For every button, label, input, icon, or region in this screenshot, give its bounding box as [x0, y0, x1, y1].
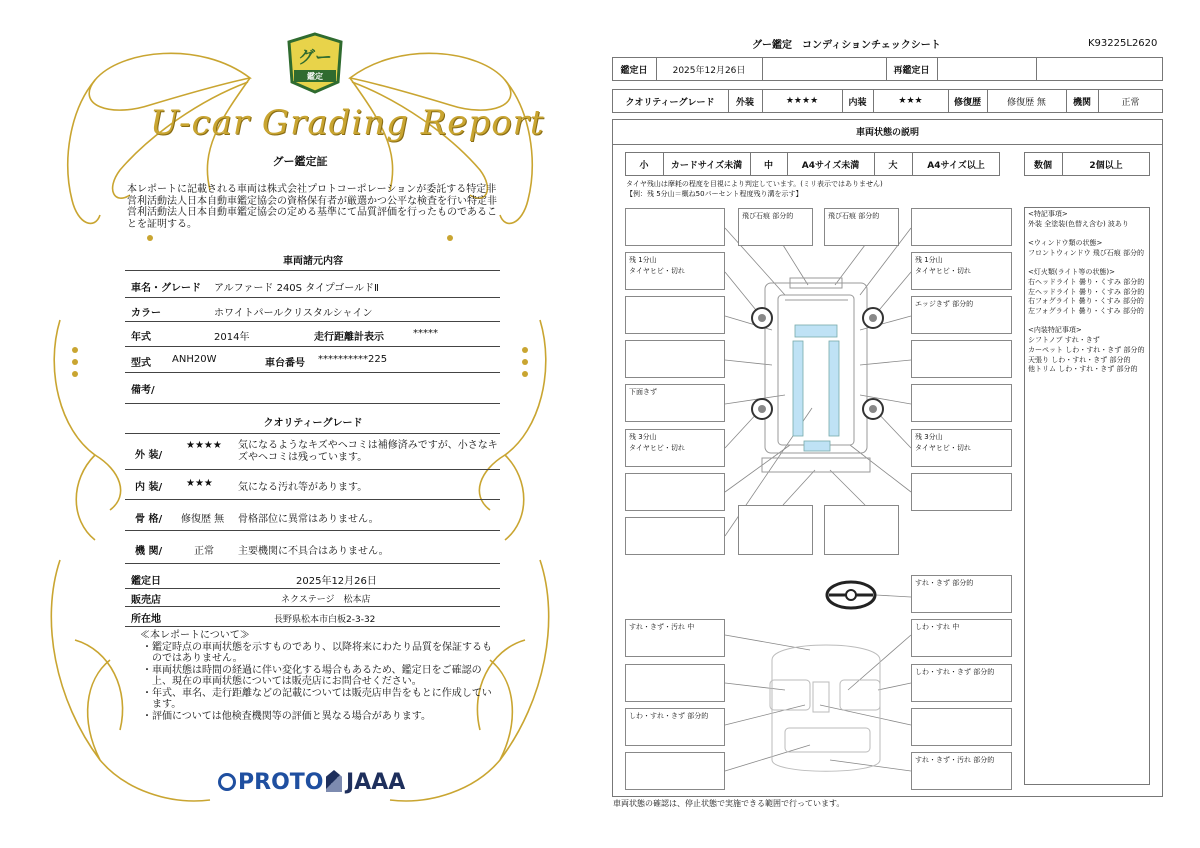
svg-text:鑑定: 鑑定	[307, 72, 323, 81]
interior-box-right-1: しわ・すれ 中	[911, 619, 1012, 657]
grade-desc-exterior: 気になるようなキズやヘコミは補修済みですが、小さなキズやヘコミは残っています。	[238, 440, 498, 463]
tire-note-1: タイヤ残山は摩耗の程度を目視により判定しています。(ミリ表示ではありません)	[626, 180, 883, 188]
interior-box-steering: すれ・きず 部分的	[911, 575, 1012, 613]
exterior-box-empty	[824, 505, 899, 555]
date-value: 2025年12月26日	[672, 65, 746, 76]
exterior-box-empty	[625, 517, 725, 555]
remarks-label: 備考/	[131, 385, 155, 396]
specs-title: 車両諸元内容	[283, 256, 343, 267]
size-medium-desc: A4サイズ未満	[801, 160, 860, 171]
certificate-body: 本レポートに記載される車両は株式会社プロトコーポレーションが委託する特定非営利活動法人日本自動車鑑定協会の資格保有者が厳選かつ公平な検査を行い特定非営利活動法人日本自動車鑑定協会の定める基準にて品質評価を行ったものであることを証明する。	[127, 184, 497, 230]
special-notes: <特記事項> 外装 全塗装(色替え含む) 波あり <ウィンドウ類の状態> フロントウィンドウ 飛び石痕 部分的 <灯火類(ライト等の状態)> 右ヘッドライト 曇り・くすみ 部分的 左ヘッドライト 曇り・くすみ 部分的 右フォグライト 曇り・くすみ 部分的 左フォグライト 曇り・くすみ 部分的 <内装特記事項> シフトノブ すれ・きず カーペット しわ・すれ・きず 部分的 天張り しわ・すれ・きず 部分的 他トリム しわ・すれ・きず 部分的	[1028, 210, 1145, 374]
grade-row-label: クオリティーグレード	[625, 97, 715, 108]
exterior-box-empty	[625, 296, 725, 334]
exterior-box-right-tire-rear: 残 3分山 タイヤヒビ・切れ	[911, 429, 1012, 467]
grade-value-exterior: ★★★★	[186, 440, 222, 451]
grade-desc-engine: 主要機関に不具合はありません。	[238, 546, 389, 557]
condition-title: 車両状態の説明	[855, 128, 919, 138]
note-item: ・鑑定時点の車両状態を示すものであり、以降将来にわたり品質を保証するものではありません。	[142, 641, 492, 664]
exterior-box-empty	[911, 473, 1012, 511]
exterior-box-top-mid-right: 飛び石痕 部分的	[824, 208, 899, 246]
engine-label: 機関	[1072, 97, 1091, 108]
steering-wheel-icon	[827, 582, 875, 608]
notes-title: ≪本レポートについて≫	[140, 630, 250, 641]
appraisal-date-label: 鑑定日	[131, 576, 161, 587]
grade-value-frame: 修復歴 無	[181, 514, 225, 525]
grade-label-engine: 機 関/	[135, 546, 163, 557]
name-value: アルファード 240S タイプゴールドⅡ	[214, 283, 379, 294]
size-medium: 中	[763, 160, 773, 171]
note-item: ・評価については他検査機関等の評価と異なる場合があります。	[142, 710, 431, 722]
count-label: 数個	[1033, 160, 1052, 171]
proto-logo-text: PROTO	[238, 770, 324, 795]
model-label: 型式	[131, 358, 151, 369]
svg-text:グー: グー	[298, 48, 332, 68]
sheet-id: K93225L2620	[1088, 38, 1158, 49]
note-item: ・年式、車名、走行距離などの記載については販売店申告をもとに作成しています。	[142, 687, 492, 710]
exterior-value: ★★★★	[785, 96, 819, 106]
note-item: ・車両状態は時間の経過に伴い変化する場合もあるため、鑑定日をご確認の上、現在の車両状態については販売店にお問合せください。	[142, 664, 482, 687]
exterior-label: 外装	[735, 97, 754, 108]
chassis-value: **********225	[318, 354, 388, 365]
model-value: ANH20W	[172, 354, 217, 365]
report-script-title: U-car Grading Report	[150, 103, 545, 143]
grade-title: クオリティーグレード	[263, 418, 363, 429]
sheet-title: グー鑑定 コンディションチェックシート	[752, 40, 941, 51]
exterior-box-empty	[911, 208, 1012, 246]
interior-box-empty	[625, 664, 725, 702]
reappraisal-label: 再鑑定日	[893, 65, 930, 76]
size-large-desc: A4サイズ以上	[927, 160, 985, 171]
exterior-box-right-tire-front: 残 1分山 タイヤヒビ・切れ	[911, 252, 1012, 290]
exterior-box-right-edge: エッジきず 部分的	[911, 296, 1012, 334]
store-value: ネクステージ 松本店	[281, 595, 371, 605]
repair-label: 修復歴	[953, 97, 981, 108]
mileage-label: 走行距離計表示	[314, 332, 384, 343]
interior-box-empty	[625, 752, 725, 790]
count-desc: 2個以上	[1089, 160, 1123, 171]
grade-label-frame: 骨 格/	[135, 514, 163, 525]
name-label: 車名・グレード	[131, 283, 201, 294]
interior-label: 内装	[848, 97, 867, 108]
color-label: カラー	[131, 308, 161, 319]
interior-box-empty	[911, 708, 1012, 746]
jaaa-logo-text: JAAA	[346, 770, 406, 795]
certificate-title: グー鑑定証	[272, 155, 328, 168]
exterior-box-top-mid-left: 飛び石痕 部分的	[738, 208, 813, 246]
year-value: 2014年	[214, 332, 250, 343]
engine-value: 正常	[1121, 97, 1140, 108]
chassis-label: 車台番号	[265, 358, 305, 369]
grade-label-interior: 内 装/	[135, 482, 163, 493]
footer-note: 車両状態の確認は、停止状態で実施できる範囲で行っています。	[613, 799, 845, 808]
exterior-box-empty	[911, 340, 1012, 378]
interior-box-left-1: すれ・きず・汚れ 中	[625, 619, 725, 657]
location-label: 所在地	[131, 614, 161, 625]
color-value: ホワイトパールクリスタルシャイン	[214, 308, 373, 319]
exterior-box-empty	[625, 473, 725, 511]
grade-desc-interior: 気になる汚れ等があります。	[238, 482, 368, 493]
interior-box-right-4: すれ・きず・汚れ 部分的	[911, 752, 1012, 790]
year-label: 年式	[131, 332, 151, 343]
location-value: 長野県松本市白板2-3-32	[274, 615, 376, 625]
tire-note-2: 【例：残 5分山＝概ね50パーセント程度残り溝を示す】	[626, 190, 803, 198]
interior-box-left-3: しわ・すれ・きず 部分的	[625, 708, 725, 746]
grade-value-interior: ★★★	[186, 478, 213, 489]
interior-box-right-2: しわ・すれ・きず 部分的	[911, 664, 1012, 702]
date-label: 鑑定日	[620, 65, 648, 76]
exterior-box-left-tire-front: 残 1分山 タイヤヒビ・切れ	[625, 252, 725, 290]
exterior-box-empty	[625, 208, 725, 246]
exterior-box-left-tire-rear: 残 3分山 タイヤヒビ・切れ	[625, 429, 725, 467]
exterior-box-empty	[625, 340, 725, 378]
size-small-desc: カードサイズ未満	[670, 160, 743, 171]
grade-value-engine: 正常	[194, 546, 214, 557]
exterior-box-left-under: 下面きず	[625, 384, 725, 422]
grade-desc-frame: 骨格部位に異常はありません。	[238, 514, 379, 525]
mileage-value: *****	[413, 328, 438, 339]
exterior-box-empty	[911, 384, 1012, 422]
exterior-box-empty	[738, 505, 813, 555]
repair-value: 修復歴 無	[1007, 97, 1046, 108]
appraisal-date-value: 2025年12月26日	[296, 576, 377, 587]
size-large: 大	[888, 160, 898, 171]
store-label: 販売店	[131, 595, 161, 606]
interior-value: ★★★	[898, 96, 923, 106]
size-small: 小	[639, 160, 649, 171]
grade-label-exterior: 外 装/	[135, 450, 163, 461]
